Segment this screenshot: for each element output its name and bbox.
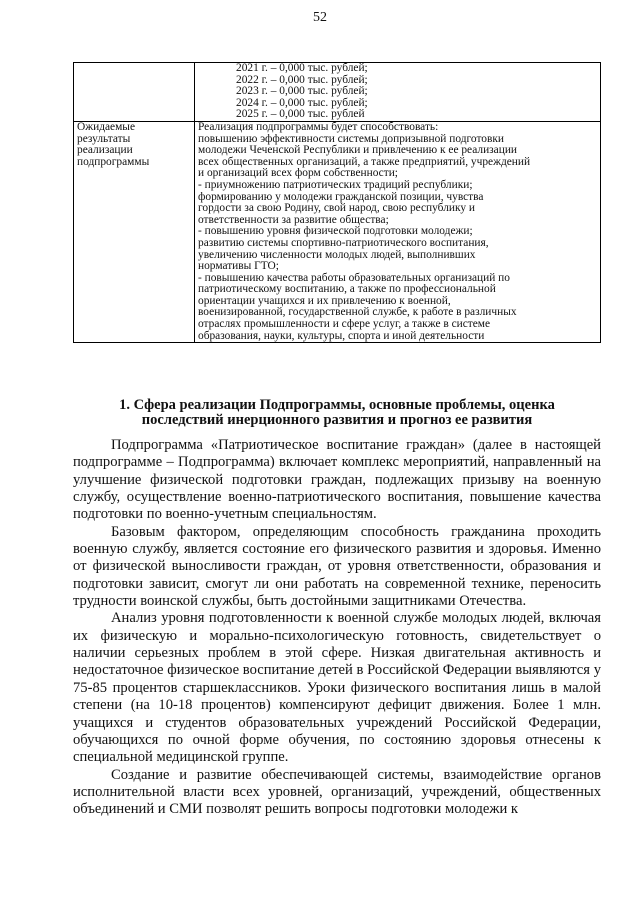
results-label-line: результаты: [77, 132, 131, 145]
funding-year-2025: 2025 г. – 0,000 тыс. рублей: [236, 108, 365, 121]
results-text-line: увеличению численности молодых людей, выполнивших: [198, 248, 476, 261]
section-heading-line: последствий инерционного развития и прогноз ее развития: [141, 412, 533, 428]
paragraph-base-factor: Базовым фактором, определяющим способность гражданина проходить военную службу, является состояние его физического развития и здоровья. Именно от физической выносливости граждан, от уровня ответственности, образования и подготовки зависит, смогут ли они работать на современной технике, переносить трудности воинской службы, быть достойными защитниками Отечества.: [73, 523, 601, 610]
paragraph-analysis: Анализ уровня подготовленности к военной службе молодых людей, включая их физическую и морально-психологическую готовность, свидетельствует о наличии серьезных проблем в этой сфере. Низкая двигательная активность и недостаточное физическое воспитание детей в Российской Федерации выявляются у 75-85 процентов старшеклассников. Уроки физического воспитания лишь в малой степени (на 10-18 процентов) компенсируют дефицит движения. Более 1 млн. учащихся и студентов образовательных учреждений Российской Федерации, обучающихся по очной форме обучения, по состоянию здоровья отнесены к специальной медицинской группе.: [73, 610, 601, 766]
results-text-line: ориентации учащихся и их привлечению к военной,: [198, 294, 451, 307]
results-text-line: отраслях промышленности и сфере услуг, а также в системе: [198, 318, 491, 331]
funding-year-2023: 2023 г. – 0,000 тыс. рублей;: [236, 85, 368, 98]
paragraph-system: Создание и развитие обеспечивающей системы, взаимодействие органов исполнительной власти всех уровней, организаций, учреждений, общественных объединений и СМИ позволят решить вопросы подготовки молодежи к: [73, 766, 601, 818]
results-text-line: патриотическому воспитанию, а также по профессиональной: [198, 283, 496, 296]
section-heading-line: 1. Сфера реализации Подпрограммы, основные проблемы, оценка: [119, 397, 555, 413]
page-number: 52: [313, 10, 327, 25]
funding-label-cell: [74, 63, 195, 122]
paragraph-intro: Подпрограмма «Патриотическое воспитание граждан» (далее в настоящей подпрограмме – Подпрограмма) включает комплекс мероприятий, направленный на улучшение физической подготовки граждан, подлежащих призыву на военную службу, осуществление военно-патриотического воспитания, повышение качества подготовки по военно-учетным специальностям.: [73, 437, 601, 523]
results-text-line: - приумножению патриотических традиций республики;: [198, 178, 473, 191]
funding-values-cell: [195, 63, 601, 122]
results-text-line: развитию системы спортивно-патриотического воспитания,: [198, 236, 489, 249]
results-text-cell: [195, 121, 601, 342]
results-text-line: всех общественных организаций, а также предприятий, учреждений: [198, 155, 531, 168]
results-text-line: Реализация подпрограммы будет способствовать:: [198, 120, 439, 133]
body-text: [73, 437, 601, 819]
results-text-line: образования, науки, культуры, спорта и иной деятельности: [198, 329, 485, 342]
results-text-line: молодежи Чеченской Республики и привлечению к ее реализации: [198, 144, 518, 157]
results-row: [74, 121, 601, 342]
results-text-line: военизированной, государственной службе, к работе в различных: [198, 306, 517, 319]
section-heading: [73, 398, 601, 428]
results-label-cell: [74, 121, 195, 342]
funding-year-2024: 2024 г. – 0,000 тыс. рублей;: [236, 96, 368, 109]
results-text-line: - повышению качества работы образовательных организаций по: [198, 271, 510, 284]
results-label-line: подпрограммы: [77, 155, 150, 168]
results-text-line: повышению эффективности системы допризывной подготовки: [198, 132, 504, 145]
results-text-line: формированию у молодежи гражданской позиции, чувства: [198, 190, 484, 203]
funding-year-2021: 2021 г. – 0,000 тыс. рублей;: [236, 62, 368, 74]
results-text-line: и организаций всех форм собственности;: [198, 167, 398, 180]
results-label-line: реализации: [77, 144, 133, 157]
funding-year-2022: 2022 г. – 0,000 тыс. рублей;: [236, 73, 368, 86]
results-text-line: гордости за свою Родину, свой народ, свою республику и: [198, 202, 475, 215]
results-label-line: Ожидаемые: [77, 120, 136, 133]
passport-table: [73, 62, 601, 343]
funding-row: [74, 63, 601, 122]
results-text-line: ответственности за развитие общества;: [198, 213, 389, 226]
results-text-line: нормативы ГТО;: [198, 260, 279, 273]
results-text-line: - повышению уровня физической подготовки молодежи;: [198, 225, 473, 238]
